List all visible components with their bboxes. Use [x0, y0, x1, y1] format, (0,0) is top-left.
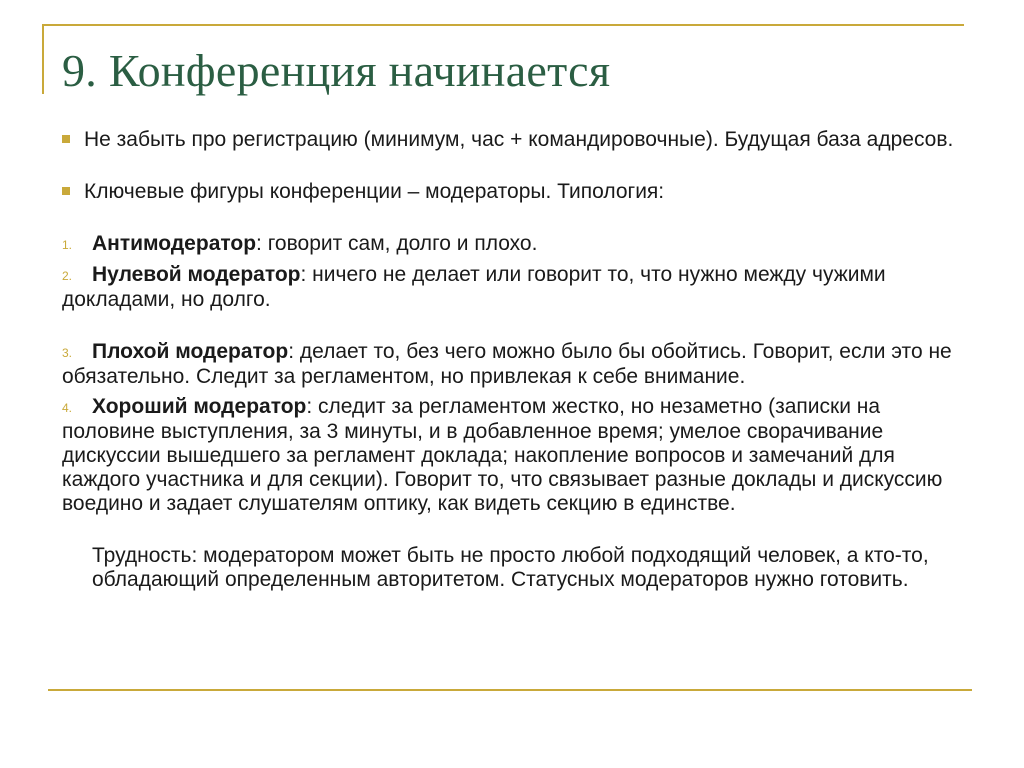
list-number: 3.	[62, 346, 73, 360]
list-item-antimoderator	[62, 232, 962, 257]
list-term: Хороший модератор	[92, 395, 307, 418]
bullet-key-figures	[62, 180, 962, 204]
square-bullet-icon	[62, 187, 70, 195]
bullet-registration	[62, 128, 962, 152]
list-number: 4.	[62, 401, 73, 415]
list-text: : говорит сам, долго и плохо.	[256, 232, 538, 255]
square-bullet-icon	[62, 135, 70, 143]
list-item-bad-moderator	[62, 340, 962, 389]
list-text: : ничего не делает или говорит то, что нужно между чужими докладами, но долго.	[62, 263, 886, 311]
list-number: 1.	[62, 238, 73, 252]
list-term: Антимодератор	[92, 232, 257, 255]
closing-paragraph: Трудность: модератором может быть не просто любой подходящий человек, а кто-то, обладающий определенным авторитетом. Статусных модераторов нужно готовить.	[92, 544, 929, 591]
list-term: Нулевой модератор	[92, 263, 301, 286]
list-item-good-moderator	[62, 395, 962, 516]
frame-left-line	[42, 24, 44, 94]
list-number: 2.	[62, 269, 73, 283]
frame-bottom-line	[48, 689, 972, 691]
list-text: : делает то, без чего можно было бы обойтись. Говорит, если это не обязательно. Следит за регламентом, но привлекая к себе внимание.	[62, 340, 952, 388]
bullet-text: Ключевые фигуры конференции – модераторы. Типология:	[84, 180, 665, 203]
slide-content	[62, 128, 962, 592]
bullet-text: Не забыть про регистрацию (минимум, час + командировочные). Будущая база адресов.	[84, 128, 954, 151]
list-text: : следит за регламентом жестко, но незаметно (записки на половине выступления, за 3 минуты, и в добавленное время; умелое сворачивание дискуссии вышедшего за регламент доклада; накопление вопросов и замечаний для каждого участника и для секции). Говорит то, что связывает разные доклады и дискуссию воедино и задает слушателям оптику, как видеть секцию в единстве.	[62, 395, 943, 515]
frame-top-line	[42, 24, 964, 26]
list-term: Плохой модератор	[92, 340, 289, 363]
list-item-null-moderator	[62, 263, 962, 312]
slide-title: 9. Конференция начинается	[62, 45, 611, 96]
